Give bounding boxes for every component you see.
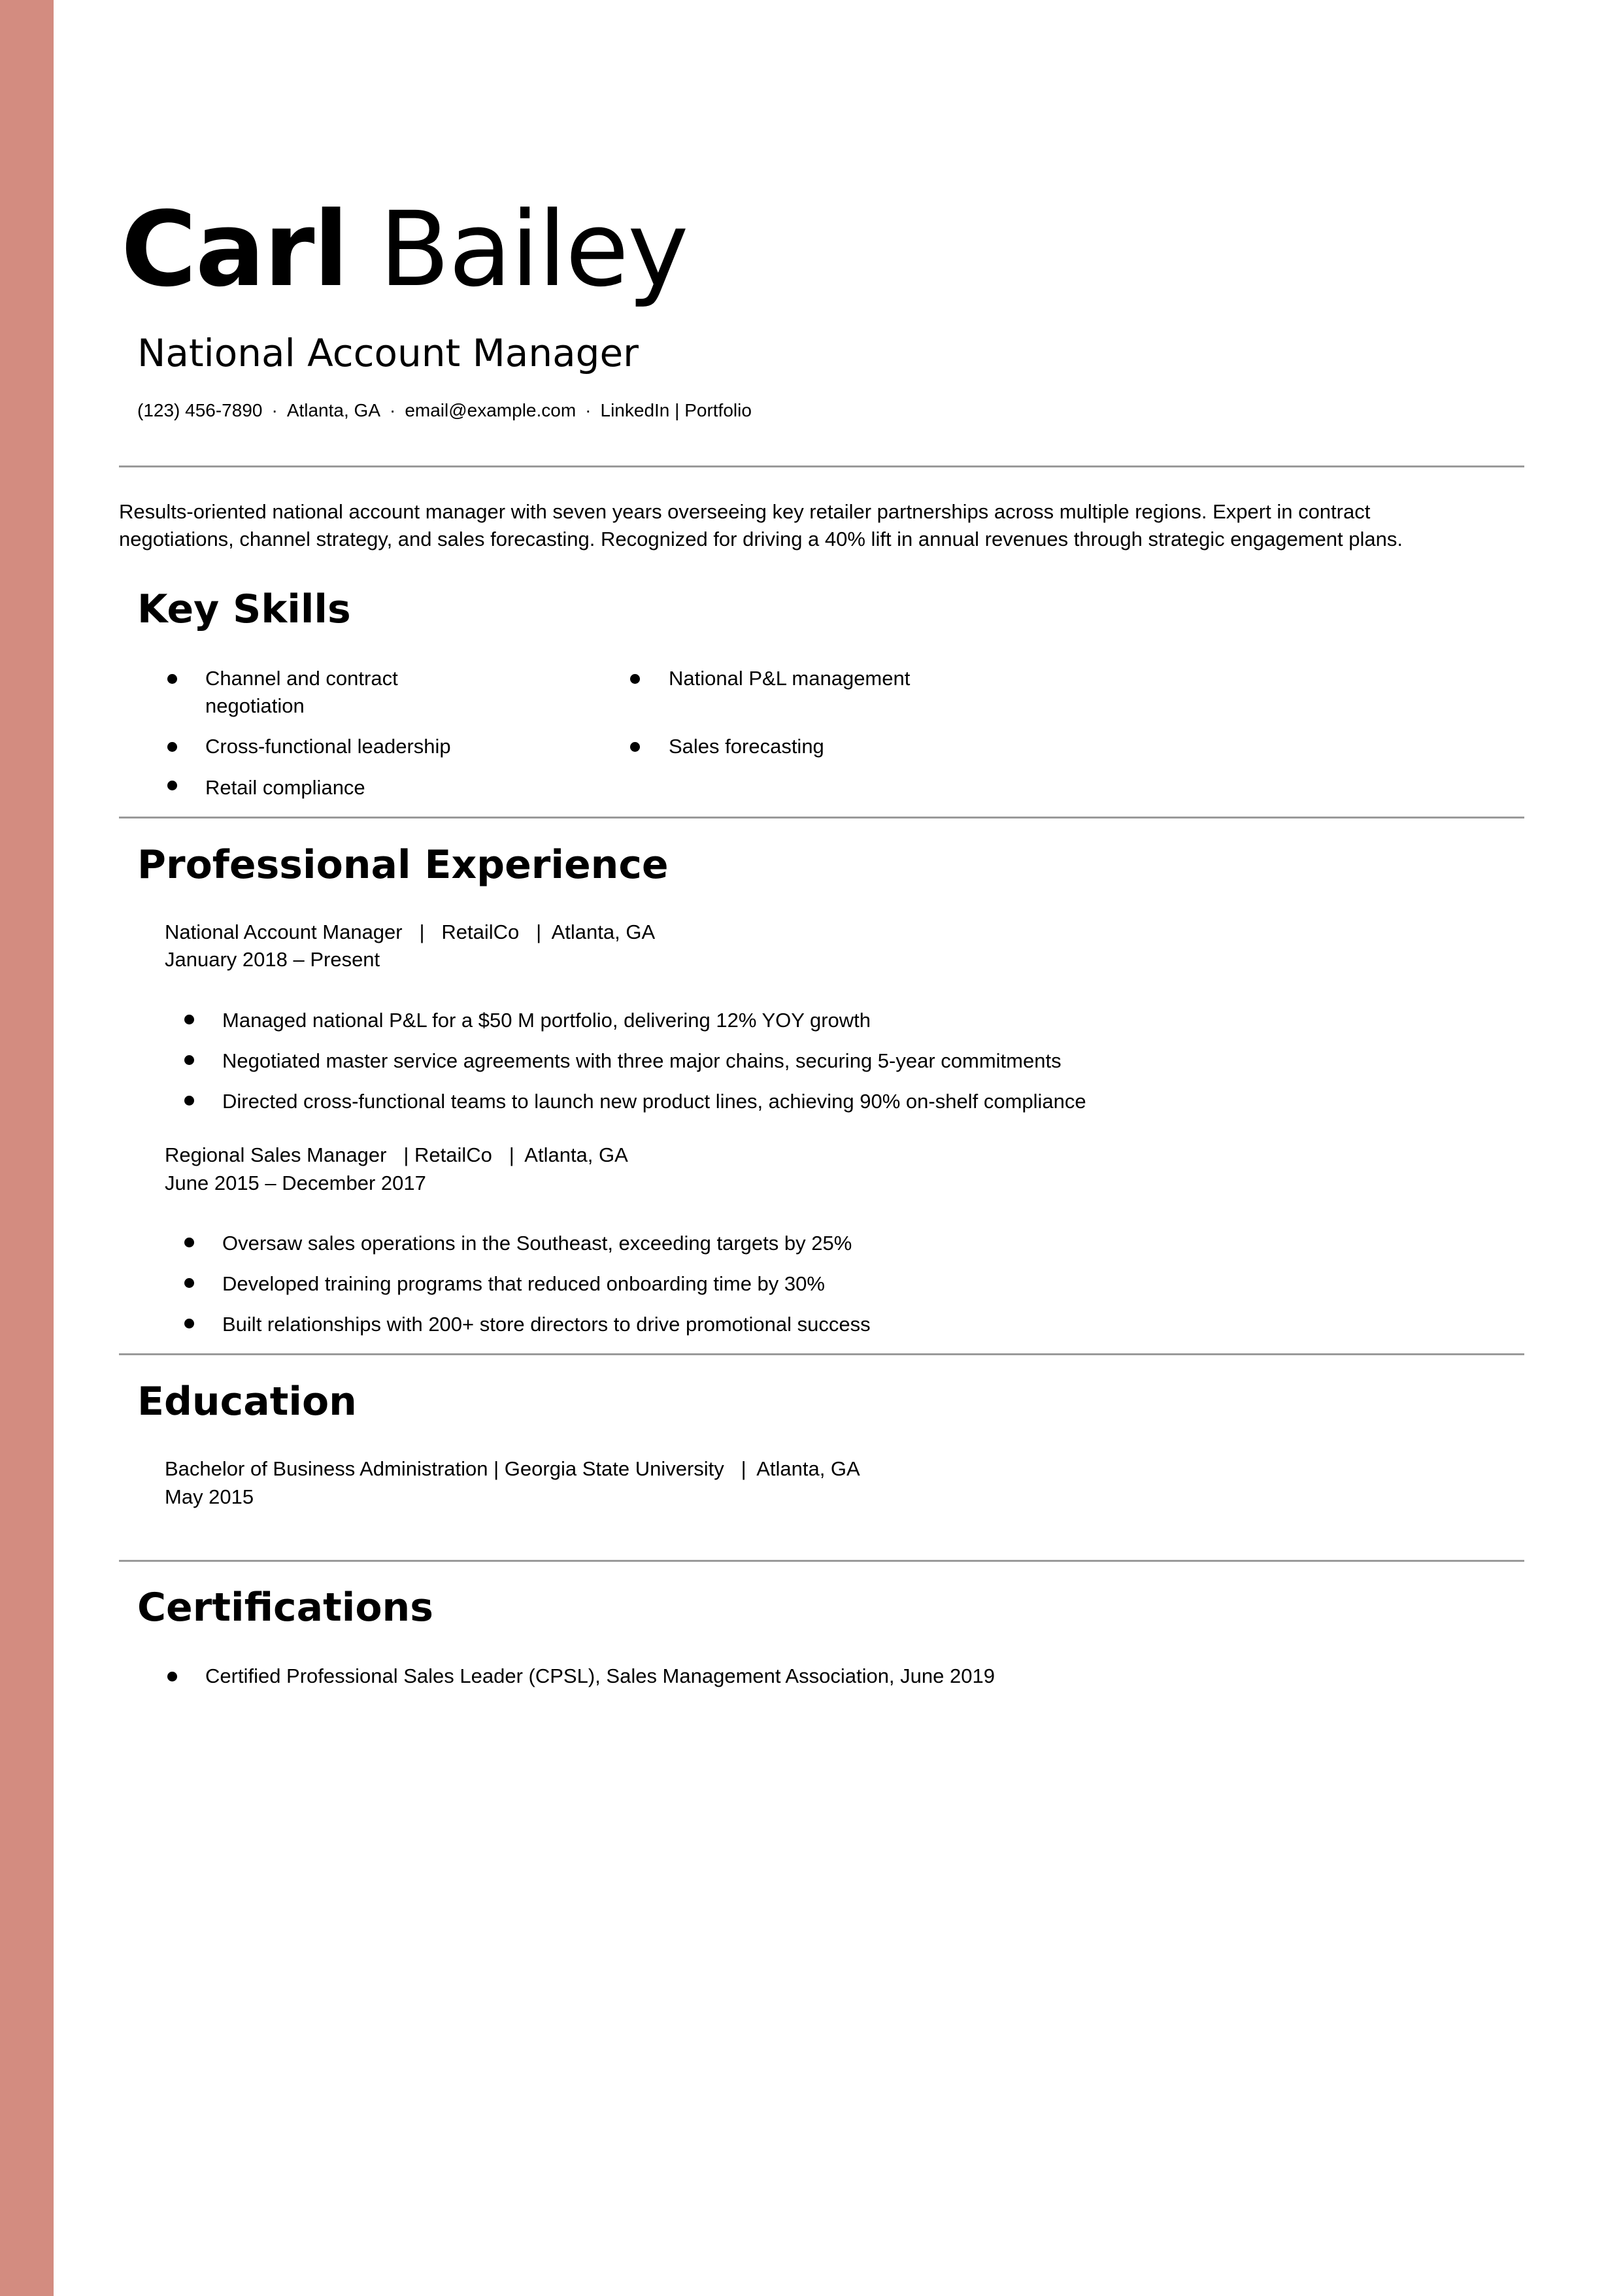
- bullet-icon: [630, 674, 640, 684]
- job-bullet: Oversaw sales operations in the Southeast, exceeding targets by 25%: [222, 1232, 852, 1255]
- bullet-icon: [184, 1015, 194, 1024]
- job-role-line: Regional Sales Manager | RetailCo | Atlanta, GA: [165, 1143, 628, 1166]
- bullet-icon: [167, 742, 177, 752]
- education-heading: Education: [137, 1379, 357, 1425]
- skill-item: Cross-functional leadership: [205, 735, 451, 758]
- bullet-icon: [167, 674, 177, 684]
- divider: [119, 1353, 1524, 1355]
- job-role-line: National Account Manager | RetailCo | Atlanta, GA: [165, 920, 656, 943]
- job-dates: June 2015 – December 2017: [165, 1172, 426, 1194]
- divider: [119, 1560, 1524, 1562]
- skill-item: Retail compliance: [205, 776, 365, 799]
- job-title: National Account Manager: [137, 331, 639, 375]
- skill-item: Sales forecasting: [669, 735, 824, 758]
- job-bullet: Built relationships with 200+ store directors to drive promotional success: [222, 1313, 871, 1336]
- job-dates: January 2018 – Present: [165, 948, 380, 971]
- skill-item: Channel and contract negotiation: [205, 667, 398, 717]
- bullet-icon: [184, 1319, 194, 1328]
- education-date: May 2015: [165, 1485, 254, 1508]
- experience-heading: Professional Experience: [137, 842, 669, 888]
- candidate-name: [121, 184, 688, 315]
- contact-email[interactable]: email@example.com: [405, 400, 577, 420]
- job-bullet: Directed cross-functional teams to launch new product lines, achieving 90% on-shelf compliance: [222, 1090, 1086, 1113]
- job-bullet: Managed national P&L for a $50 M portfolio, delivering 12% YOY growth: [222, 1009, 871, 1032]
- accent-sidebar-bar: [0, 0, 54, 2296]
- contact-separator: ·: [390, 400, 396, 420]
- bullet-icon: [167, 1672, 177, 1681]
- summary-line: Results-oriented national account manager with seven years overseeing key retailer partnerships across multiple regions. Expert in contract: [119, 500, 1371, 523]
- bullet-icon: [184, 1055, 194, 1065]
- certifications-heading: Certifications: [137, 1585, 433, 1630]
- skills-heading: Key Skills: [137, 586, 351, 632]
- job-bullet: Developed training programs that reduced onboarding time by 30%: [222, 1272, 825, 1295]
- last-name: Bailey: [378, 190, 688, 310]
- job-bullet: Negotiated master service agreements with three major chains, securing 5-year commitments: [222, 1049, 1062, 1072]
- divider: [119, 465, 1524, 467]
- bullet-icon: [184, 1238, 194, 1247]
- bullet-icon: [167, 781, 177, 790]
- skill-item: National P&L management: [669, 667, 911, 690]
- first-name: Carl: [121, 190, 348, 310]
- bullet-icon: [184, 1096, 194, 1106]
- summary-paragraph: [119, 498, 1524, 553]
- contact-links[interactable]: LinkedIn | Portfolio: [600, 400, 752, 420]
- bullet-icon: [630, 742, 640, 752]
- contact-line: [137, 397, 752, 424]
- contact-phone: (123) 456-7890: [137, 400, 263, 420]
- bullet-icon: [184, 1278, 194, 1288]
- contact-location: Atlanta, GA: [286, 400, 380, 420]
- summary-line: negotiations, channel strategy, and sales forecasting. Recognized for driving a 40% lift in annual revenues through strategic engagement plans.: [119, 528, 1403, 550]
- certification-item: Certified Professional Sales Leader (CPSL), Sales Management Association, June 2019: [205, 1664, 995, 1687]
- contact-separator: ·: [585, 400, 592, 420]
- contact-separator: ·: [271, 400, 278, 420]
- divider: [119, 817, 1524, 819]
- degree-line: Bachelor of Business Administration | Georgia State University | Atlanta, GA: [165, 1457, 860, 1480]
